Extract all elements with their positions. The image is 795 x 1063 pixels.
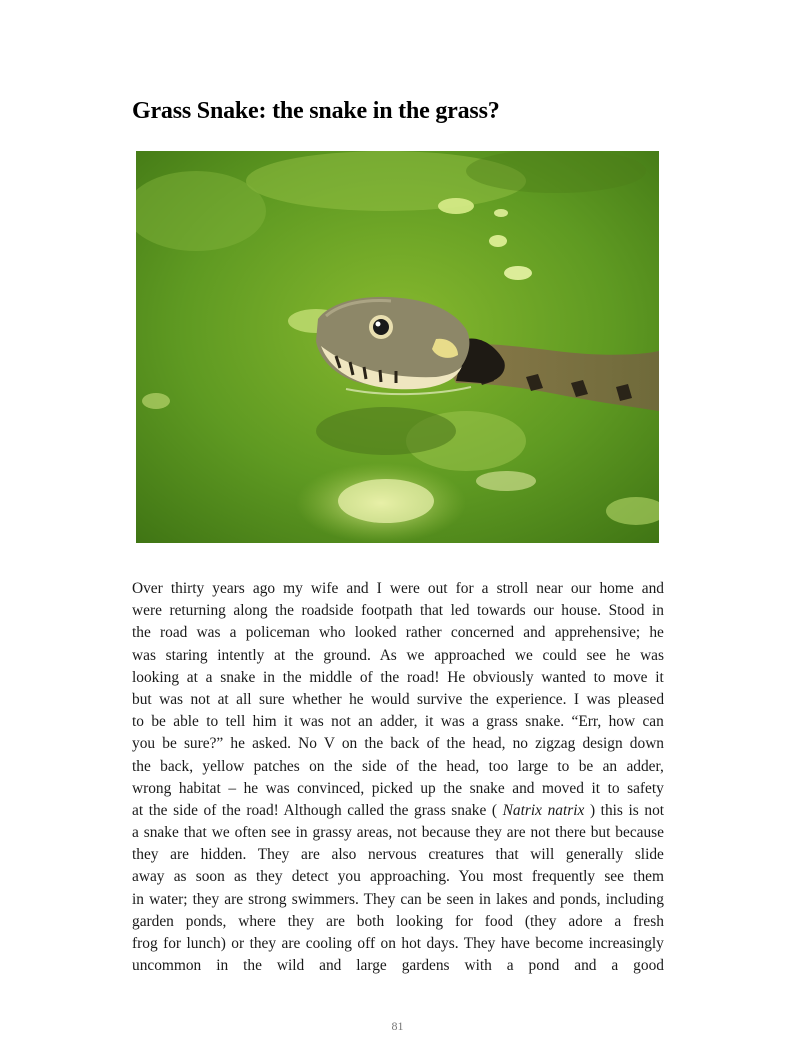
species-name-inline: Natrix natrix	[502, 801, 585, 819]
snake-photo	[136, 151, 659, 543]
article-paragraph: Over thirty years ago my wife and I were out for a stroll near our home and were returning along the roadside footpath that led towards our house. Stood in the road was a policeman who looked rather concerned and apprehensive; he was staring intently at the ground. As we approached we could see he was looking at a snake in the middle of the road! He obviously wanted to move it but was not at all sure whether he would survive the experience. I was pleased to be able to tell him it was not an adder, it was a grass snake. “Err, how can you be sure?” he asked. No V on the back of the head, no zigzag design down the back, yellow patches on the side of the head, too large to be an adder, wrong habitat – he was convinced, picked up the snake and moved it to safety at the side of the road! Although called the grass snake ( Natrix natrix ) this is not a snake that we often see in grassy areas, not because they are not there but because they are hidden. They are also nervous creatures that will generally slide away as soon as they detect you approaching. You most frequently see them in water; they are strong swimmers. They can be seen in lakes and ponds, including garden ponds, where they are both looking for food (they adore a fresh frog for lunch) or they are cooling off on hot days. They have become increasingly uncommon in the wild and large gardens with a pond and a good	[132, 580, 665, 975]
page-title: Grass Snake: the snake in the grass?	[132, 98, 500, 124]
page-number: 81	[391, 1019, 404, 1033]
